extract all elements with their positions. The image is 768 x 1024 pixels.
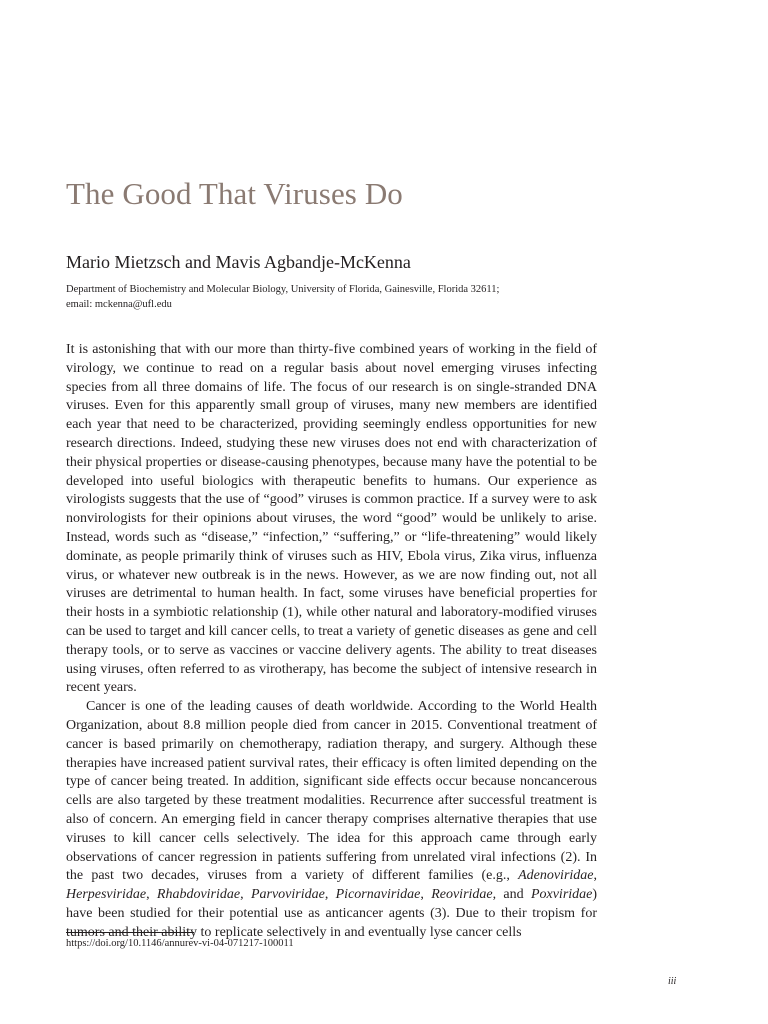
article-body [66, 341, 597, 943]
author-list: Mario Mietzsch and Mavis Agbandje-McKenna [66, 252, 411, 272]
virus-family-parvoviridae: Parvoviridae [250, 887, 325, 903]
virus-family-adenoviridae: Adenoviridae [518, 868, 594, 884]
paragraph-2-text-start: Cancer is one of the leading causes of death worldwide. According to the World Health Organization, about 8.8 million people died from cancer in 2015. Conventional treatment of cancer is based primarily on chemotherapy, radiation therapy, and surgery. Although these therapies have increased patient survival rates, their efficacy is often limited depending on the type of cancer being treated. In addition, significant side effects occur because noncancerous cells are also targeted by these treatment modalities. Recurrence after successful treatment is also of concern. An emerging field in cancer therapy comprises alternative therapies that use viruses to kill cancer cells selectively. The idea for this approach came through early observations of cancer regression in patients suffering from unrelated viral infections (2). In the past two decades, viruses from a variety of different families (e.g., [66, 699, 597, 884]
article-title: The Good That Viruses Do [66, 176, 403, 211]
body-paragraph-1: It is astonishing that with our more than thirty-five combined years of working in the field of virology, we continue to read on a regular basis about novel emerging viruses infecting species from all three domains of life. The focus of our research is on single-stranded DNA viruses. Even for this apparently small group of viruses, many new members are identified each year that need to be characterized, providing seemingly endless opportunities for new research directions. Indeed, studying these new viruses does not end with characterization of their physical properties or disease-causing phenotypes, because many have the potential to be developed into useful biologics with therapeutic benefits to humans. Our experience as virologists suggests that the use of “good” viruses is common practice. If a survey were to ask nonvirologists for their opinions about viruses, the word “good” would be unlikely to arise. Instead, words such as “disease,” “infection,” “suffering,” or “life-threatening” would likely dominate, as people primarily think of viruses such as HIV, Ebola virus, Zika virus, influenza virus, or whatever new outbreak is in the news. However, as we are now finding out, not all viruses are detrimental to human health. In fact, some viruses have beneficial properties for their hosts in a symbiotic relationship (1), while other natural and laboratory-modified viruses can be used to target and kill cancer cells, to treat a variety of genetic diseases as gene and cell therapy tools, or to serve as vaccines or vaccine delivery agents. The ability to treat diseases using viruses, often referred to as virotherapy, has become the subject of intensive research in recent years. [66, 342, 597, 696]
virus-family-rhabdoviridae: Rhabdoviridae [156, 887, 241, 903]
virus-family-herpesviridae: Herpesviridae [66, 887, 147, 903]
separator: , [146, 887, 157, 903]
virus-family-picornaviridae: Picornaviridae [335, 887, 421, 903]
virus-family-poxviridae: Poxviridae [530, 887, 593, 903]
affiliation-email: email: mckenna@ufl.edu [66, 298, 172, 310]
body-paragraph-2 [66, 698, 597, 942]
separator: , [420, 887, 432, 903]
virus-family-reoviridae: Reoviridae [431, 887, 493, 903]
separator: , [593, 868, 597, 884]
doi-link[interactable]: https://doi.org/10.1146/annurev-vi-04-071217-100011 [66, 938, 294, 949]
separator: , [324, 887, 336, 903]
separator: , and [492, 887, 531, 903]
author-affiliation [66, 283, 606, 312]
separator: , [240, 887, 251, 903]
affiliation-department: Department of Biochemistry and Molecular Biology, University of Florida, Gainesville, Florida 32611; [66, 284, 500, 295]
footnote-rule [66, 932, 194, 933]
paragraph-2-text-end: ) have been studied for their potential use as anticancer agents (3). Due to their tropism for tumors and their ability to replicate selectively in and eventually lyse cancer cells [66, 887, 598, 940]
page-number: iii [668, 976, 677, 987]
